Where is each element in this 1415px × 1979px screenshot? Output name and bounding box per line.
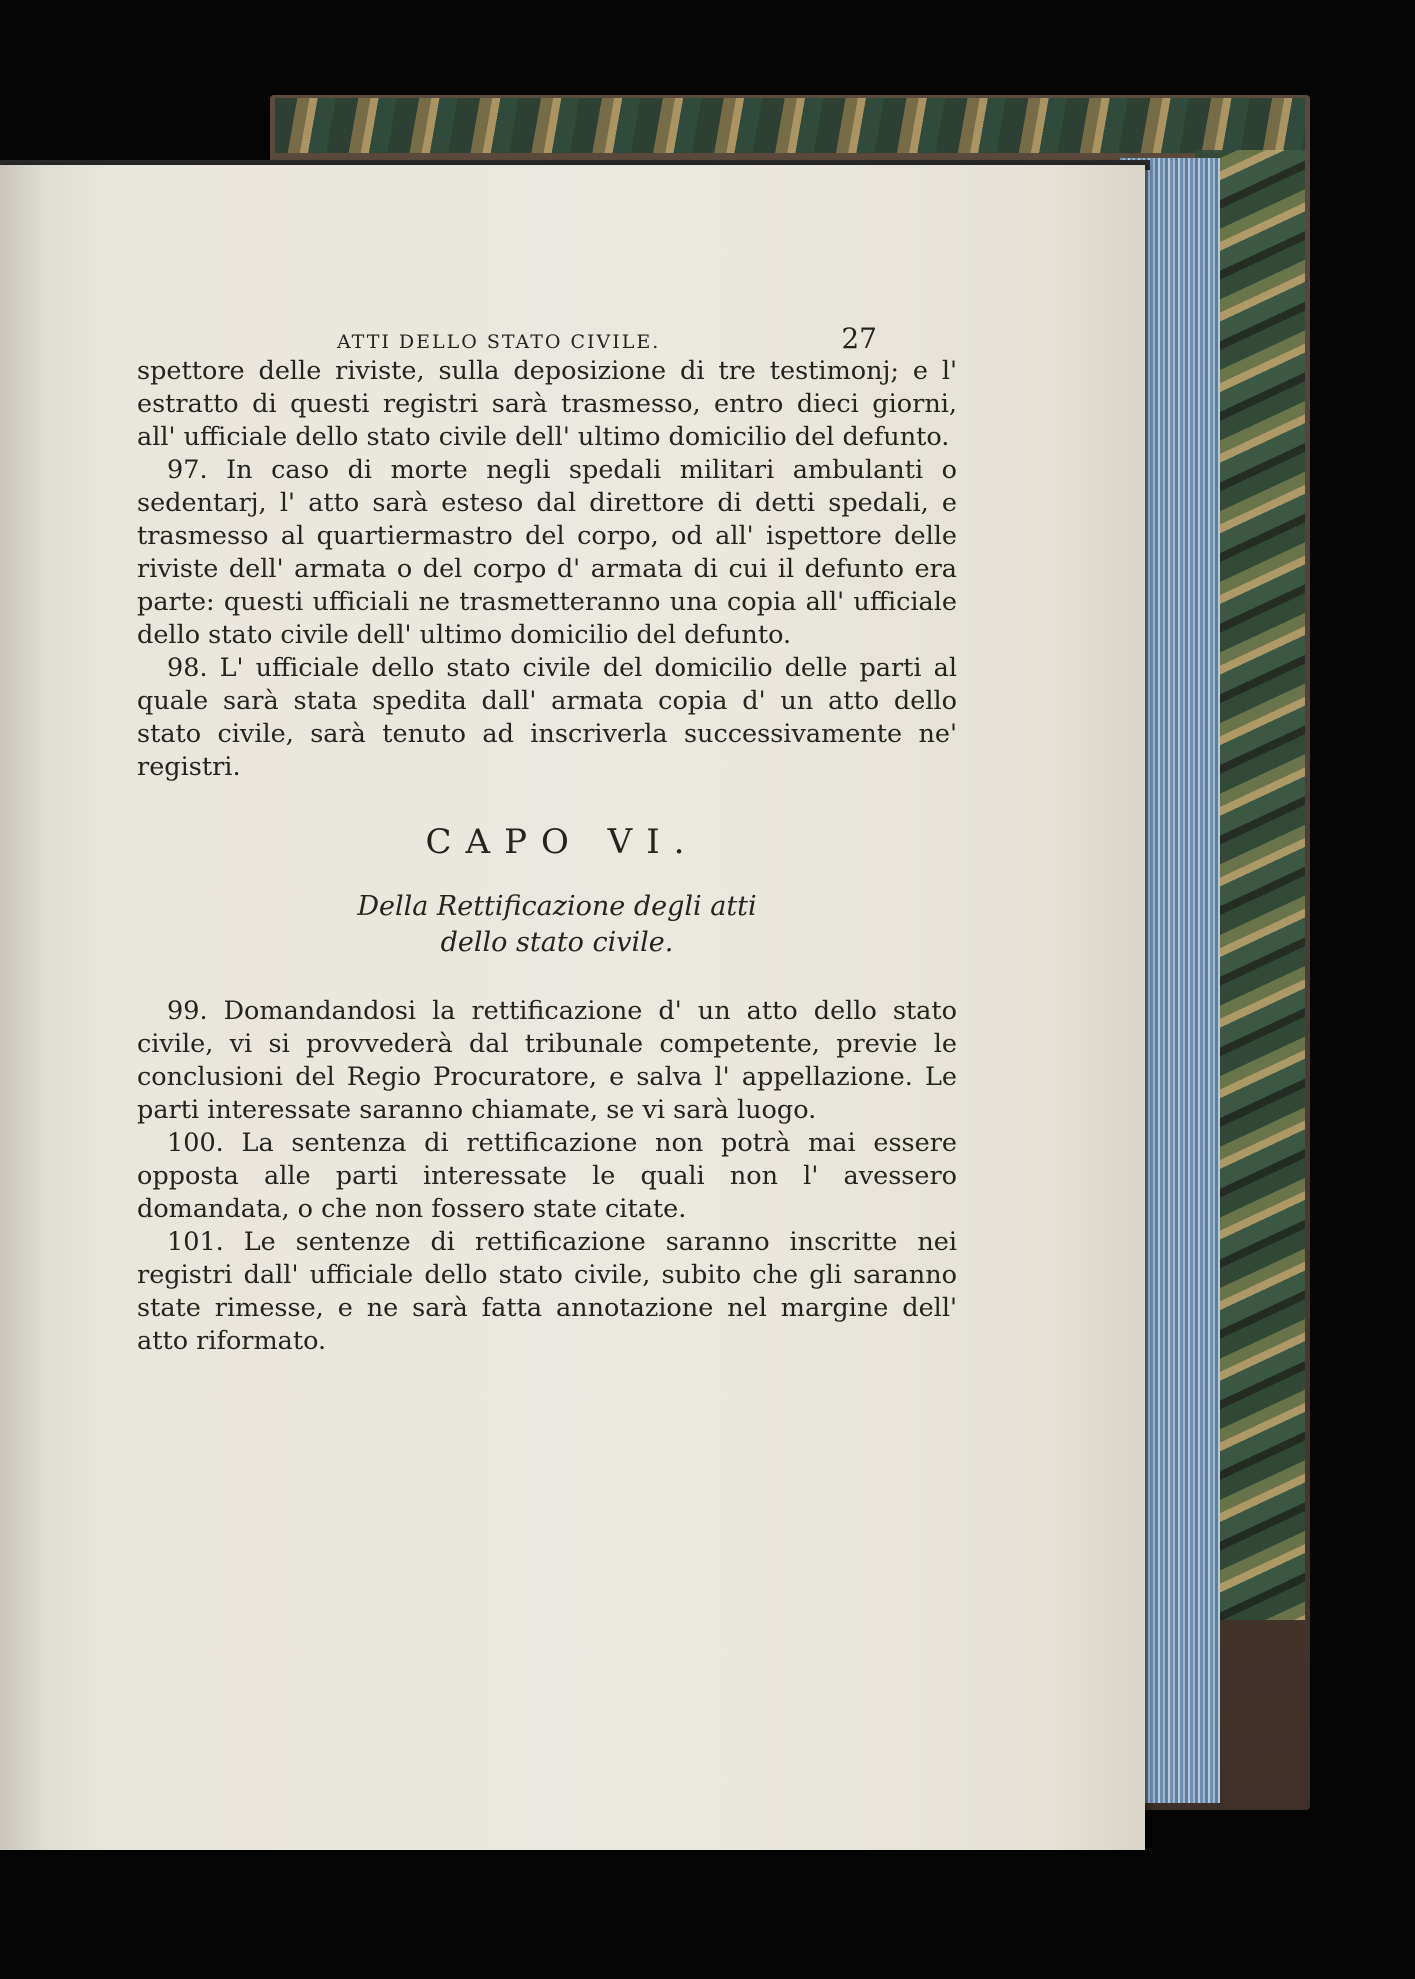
marbled-board-top — [275, 98, 1305, 153]
paragraph-continuation: spettore delle riviste, sulla deposizione di tre testimonj; e l' estratto di questi registri sarà trasmesso, entro dieci giorni, all' ufficiale dello stato civile dell' ultimo domicilio del defunto. — [137, 356, 957, 452]
page-text — [137, 322, 957, 1358]
article-100: 100. La sentenza di rettificazione non potrà mai essere opposta alle parti interessate le quali non l' avessero domandata, o che non fossero state citate. — [137, 1128, 957, 1224]
article-99: 99. Domandandosi la rettificazione d' un atto dello stato civile, vi si provvederà dal tribunale competente, previe le conclusioni del Regio Procuratore, e salva l' appellazione. Le parti interessate saranno chiamate, se vi sarà luogo. — [137, 996, 957, 1125]
subtitle-line-2: dello stato civile. — [440, 927, 674, 958]
running-header — [337, 322, 957, 355]
running-title: ATTI DELLO STATO CIVILE. — [337, 331, 661, 353]
page-number: 27 — [841, 322, 877, 355]
article-101: 101. Le sentenze di rettificazione saranno inscritte nei registri dall' ufficiale dello stato civile, subito che gli saranno state rimesse, e ne sarà fatta annotazione nel margine dell' atto riformato. — [137, 1227, 957, 1356]
chapter-heading: CAPO VI. — [425, 822, 699, 862]
article-97: 97. In caso di morte negli spedali militari ambulanti o sedentarj, l' atto sarà esteso dal direttore di detti spedali, e trasmesso al quartiermastro del corpo, od all' ispettore delle riviste dell' armata o del corpo d' armata di cui il defunto era parte: questi ufficiali ne trasmetteranno una copia all' ufficiale dello stato civile dell' ultimo domicilio del defunto. — [137, 455, 957, 650]
subtitle-line-1: Della Rettificazione degli atti — [357, 891, 757, 922]
chapter-subtitle — [137, 889, 957, 961]
article-98: 98. L' ufficiale dello stato civile del domicilio delle parti al quale sarà stata spedita dall' armata copia d' un atto dello stato civile, sarà tenuto ad inscriverla successivamente ne' registri. — [137, 653, 957, 782]
